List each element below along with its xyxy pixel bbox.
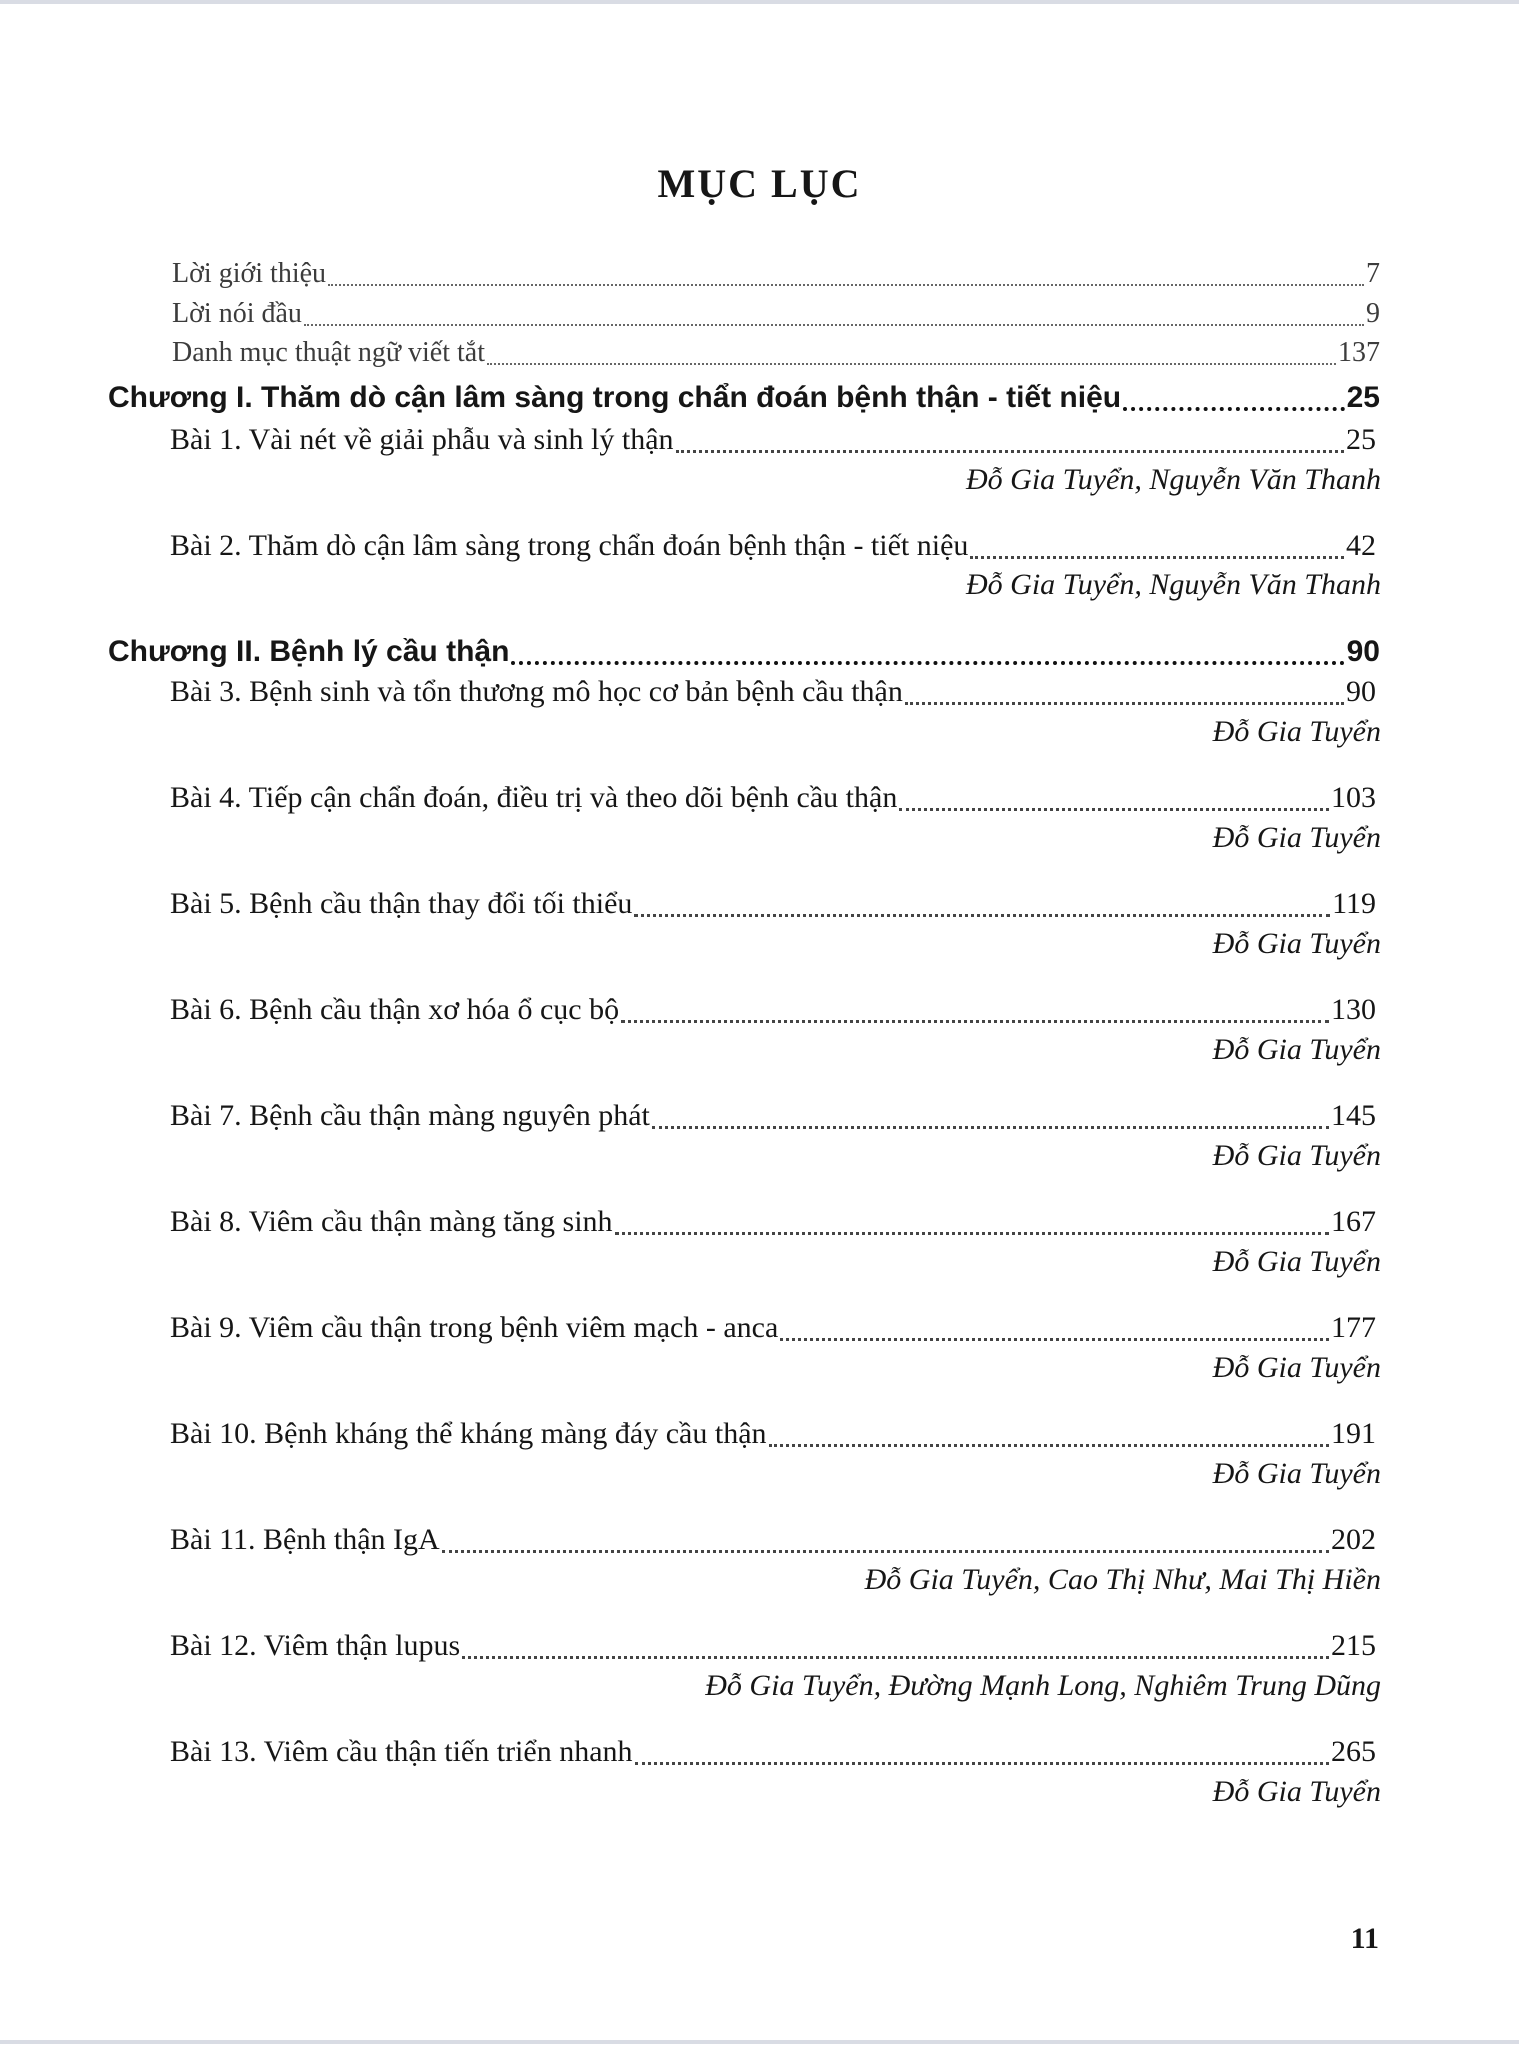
lesson-label: Bài 3. Bệnh sinh và tổn thương mô học cơ bản bệnh cầu thận — [170, 675, 903, 708]
entry-label: Danh mục thuật ngữ viết tắt — [172, 337, 485, 368]
chapter-page: 25 — [1346, 381, 1380, 414]
lesson-page: 145 — [1331, 1099, 1376, 1132]
lesson-author: Đỗ Gia Tuyển — [1212, 1245, 1381, 1278]
dot-leader — [676, 420, 1344, 453]
lesson-label: Bài 5. Bệnh cầu thận thay đổi tối thiểu — [170, 887, 633, 920]
dot-leader — [621, 990, 1329, 1023]
lesson-label: Bài 7. Bệnh cầu thận màng nguyên phát — [170, 1099, 650, 1132]
lesson-author: Đỗ Gia Tuyển — [1212, 927, 1381, 960]
entry-label: Lời nói đầu — [172, 298, 302, 329]
lesson-label: Bài 6. Bệnh cầu thận xơ hóa ổ cục bộ — [170, 993, 620, 1026]
entry-page: 7 — [1366, 258, 1380, 289]
lesson-author: Đỗ Gia Tuyển — [1212, 715, 1381, 748]
toc-lesson-10[interactable] — [170, 1410, 1376, 1451]
chapter-label: Chương II. Bệnh lý cầu thận — [108, 635, 510, 668]
toc-entry-preface[interactable] — [172, 292, 1380, 330]
toc-lesson-13[interactable] — [170, 1728, 1376, 1769]
toc-lesson-9[interactable] — [170, 1304, 1376, 1345]
lesson-page: 215 — [1331, 1629, 1376, 1662]
lesson-label: Bài 10. Bệnh kháng thể kháng màng đáy cầu thận — [170, 1417, 767, 1450]
bottom-scan-edge — [0, 2040, 1519, 2044]
chapter-label: Chương I. Thăm dò cận lâm sàng trong chẩn đoán bệnh thận - tiết niệu — [108, 381, 1122, 414]
lesson-page: 265 — [1331, 1735, 1376, 1768]
entry-page: 137 — [1338, 337, 1380, 368]
lesson-label: Bài 11. Bệnh thận IgA — [170, 1523, 440, 1556]
entry-page: 9 — [1366, 298, 1380, 329]
lesson-label: Bài 8. Viêm cầu thận màng tăng sinh — [170, 1205, 613, 1238]
toc-chapter-2[interactable] — [108, 627, 1380, 669]
toc-lesson-1[interactable] — [170, 416, 1376, 457]
lesson-author: Đỗ Gia Tuyển — [1212, 1139, 1381, 1172]
lesson-author: Đỗ Gia Tuyển, Đường Mạnh Long, Nghiêm Trung Dũng — [705, 1669, 1381, 1702]
lesson-author: Đỗ Gia Tuyển, Cao Thị Như, Mai Thị Hiền — [864, 1563, 1381, 1596]
toc-chapter-1[interactable] — [108, 373, 1380, 415]
toc-lesson-7[interactable] — [170, 1092, 1376, 1133]
lesson-page: 177 — [1331, 1311, 1376, 1344]
dot-leader — [652, 1096, 1329, 1129]
toc-lesson-11[interactable] — [170, 1516, 1376, 1557]
dot-leader — [462, 1626, 1329, 1659]
entry-label: Lời giới thiệu — [172, 258, 327, 289]
chapter-page: 90 — [1346, 635, 1380, 668]
dot-leader — [780, 1308, 1329, 1341]
lesson-page: 90 — [1346, 675, 1376, 708]
lesson-page: 167 — [1331, 1205, 1376, 1238]
toc-entry-introduction[interactable] — [172, 252, 1380, 290]
dot-leader — [304, 296, 1364, 326]
toc-lesson-4[interactable] — [170, 774, 1376, 815]
toc-entry-abbreviations[interactable] — [172, 331, 1380, 369]
lesson-author: Đỗ Gia Tuyển, Nguyễn Văn Thanh — [966, 463, 1381, 496]
dot-leader — [615, 1202, 1329, 1235]
page-title: MỤC LỤC — [657, 161, 862, 206]
dot-leader — [635, 1732, 1329, 1765]
toc-lesson-5[interactable] — [170, 880, 1376, 921]
toc-lesson-12[interactable] — [170, 1622, 1376, 1663]
dot-leader — [1123, 377, 1345, 411]
top-scan-edge — [0, 0, 1519, 4]
dot-leader — [328, 256, 1364, 286]
lesson-page: 103 — [1331, 781, 1376, 814]
toc-lesson-6[interactable] — [170, 986, 1376, 1027]
lesson-page: 191 — [1331, 1417, 1376, 1450]
lesson-page: 202 — [1331, 1523, 1376, 1556]
dot-leader — [634, 884, 1330, 917]
lesson-label: Bài 12. Viêm thận lupus — [170, 1629, 461, 1662]
dot-leader — [442, 1520, 1329, 1553]
lesson-author: Đỗ Gia Tuyển — [1212, 1775, 1381, 1808]
lesson-page: 130 — [1331, 993, 1376, 1026]
lesson-label: Bài 9. Viêm cầu thận trong bệnh viêm mạch - anca — [170, 1311, 779, 1344]
page-number: 11 — [1350, 1922, 1379, 1955]
lesson-author: Đỗ Gia Tuyển — [1212, 1033, 1381, 1066]
dot-leader — [970, 526, 1344, 559]
lesson-label: Bài 13. Viêm cầu thận tiến triển nhanh — [170, 1735, 633, 1768]
dot-leader — [769, 1414, 1329, 1447]
lesson-author: Đỗ Gia Tuyển — [1212, 821, 1381, 854]
lesson-page: 25 — [1346, 423, 1376, 456]
dot-leader — [487, 335, 1336, 365]
lesson-label: Bài 4. Tiếp cận chẩn đoán, điều trị và theo dõi bệnh cầu thận — [170, 781, 898, 814]
dot-leader — [511, 631, 1344, 665]
toc-lesson-3[interactable] — [170, 668, 1376, 709]
toc-lesson-2[interactable] — [170, 522, 1376, 563]
toc-lesson-8[interactable] — [170, 1198, 1376, 1239]
dot-leader — [899, 778, 1329, 811]
lesson-label: Bài 2. Thăm dò cận lâm sàng trong chẩn đoán bệnh thận - tiết niệu — [170, 529, 969, 562]
lesson-author: Đỗ Gia Tuyển, Nguyễn Văn Thanh — [966, 568, 1381, 601]
lesson-author: Đỗ Gia Tuyển — [1212, 1351, 1381, 1384]
dot-leader — [905, 672, 1344, 705]
lesson-page: 42 — [1346, 529, 1376, 562]
lesson-author: Đỗ Gia Tuyển — [1212, 1457, 1381, 1490]
lesson-label: Bài 1. Vài nét về giải phẫu và sinh lý thận — [170, 423, 674, 456]
lesson-page: 119 — [1332, 887, 1376, 920]
